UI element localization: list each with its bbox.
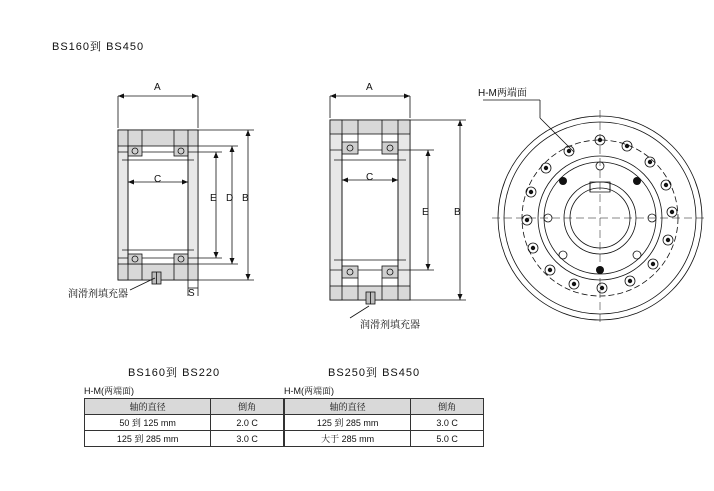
table-row (85, 415, 284, 431)
table-row (285, 399, 484, 415)
table-2-col-1: 倒角 (411, 399, 484, 415)
table-1-col-1: 倒角 (211, 399, 284, 415)
table-row (285, 415, 484, 431)
callout-lubricator-left: 润滑剂填充器 (68, 289, 128, 300)
table-1-r0c1: 2.0 C (211, 415, 284, 431)
table-2-caption: BS250到 BS450 (328, 367, 421, 379)
table-1-r1c1: 3.0 C (211, 431, 284, 447)
table-2-r0c1: 3.0 C (411, 415, 484, 431)
table-1-col-0: 轴的直径 (85, 399, 211, 415)
page-title: BS160到 BS450 (52, 41, 145, 53)
dim-label-c-left: C (154, 174, 162, 185)
table-1-r0c0: 50 到 125 mm (85, 415, 211, 431)
table-row (285, 431, 484, 447)
table-2-r1c0: 大于 285 mm (285, 431, 411, 447)
dim-label-c-middle: C (366, 172, 374, 183)
table-2-r0c0: 125 到 285 mm (285, 415, 411, 431)
table-1-subtitle: H-M(两端面) (84, 386, 134, 396)
callout-hm-faces: H-M两端面 (478, 88, 527, 99)
dim-label-a-left: A (154, 82, 161, 93)
dim-label-b-left: B (242, 193, 249, 204)
dim-label-s-left: S (188, 288, 195, 299)
table-2 (284, 398, 484, 447)
table-2-r1c1: 5.0 C (411, 431, 484, 447)
dim-label-e-left: E (210, 193, 217, 204)
table-2-subtitle: H-M(两端面) (284, 386, 334, 396)
table-row (85, 399, 284, 415)
dim-label-d-left: D (226, 193, 234, 204)
dim-label-a-middle: A (366, 82, 373, 93)
dim-label-b-middle: B (454, 207, 461, 218)
table-row (85, 431, 284, 447)
table-2-col-0: 轴的直径 (285, 399, 411, 415)
table-1-r1c0: 125 到 285 mm (85, 431, 211, 447)
callout-lubricator-middle: 润滑剂填充器 (360, 320, 420, 331)
table-1 (84, 398, 284, 447)
dim-label-e-middle: E (422, 207, 429, 218)
table-1-caption: BS160到 BS220 (128, 367, 221, 379)
